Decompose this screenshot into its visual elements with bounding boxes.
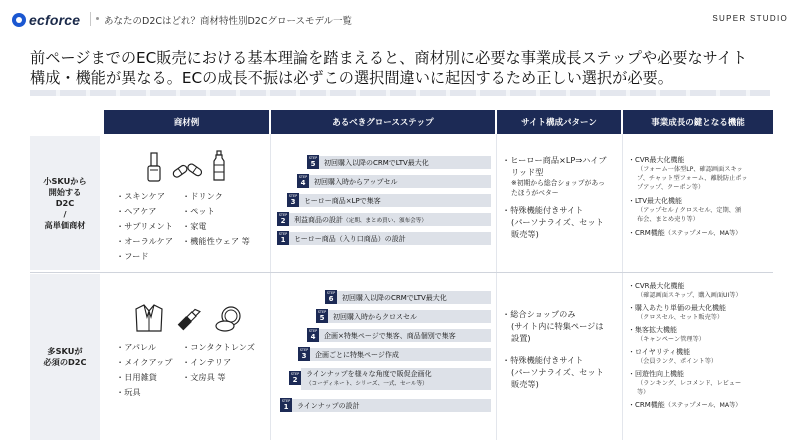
pills-icon <box>172 160 202 182</box>
product-icons-row1 <box>146 150 226 182</box>
bottle-icon <box>212 150 226 182</box>
growth-model-table <box>30 110 773 440</box>
growth-step-5 <box>319 156 491 169</box>
jacket-icon <box>134 303 164 333</box>
ecforce-logo[interactable] <box>12 11 80 29</box>
product-list-row1-left <box>116 189 173 264</box>
headline-line-2: 構成・機能が異なる。ECの成長不振は必ずこの選択間違いに起因するため正しい選択が必要。 <box>30 69 673 87</box>
site-pattern-row1: ・ ヒーロー商品×LP⇒ハイブ リッド型 ※初期から総合ショップがあっ たほうがベター ・ 特殊機能付きサイト (パーソナライズ、セット 販売等) <box>502 154 620 240</box>
step-text: 初回購入以降のCRMでLTV最大化 <box>342 293 447 302</box>
step-badge: STEP 5 <box>317 310 327 322</box>
step-text: ラインナップを様々な角度で販促企画化 （コーディネート、シリーズ、一式、セール等） <box>306 370 432 387</box>
bullet-icon <box>96 17 99 20</box>
site-pattern-row2: ・ 総合ショップのみ (サイト内に特集ページは 設置) ・ 特殊機能付きサイト (パーソナライズ、セット 販売等) <box>502 308 620 390</box>
column-divider <box>496 134 497 440</box>
list-item: ・ 機能性ウェア 等 <box>182 234 250 249</box>
growth-step-4 <box>319 329 491 342</box>
row-label-small-sku: 小SKUから 開始する D2C / 高単価商材 <box>30 136 100 270</box>
step-badge: STEP 6 <box>326 291 336 303</box>
list-item: ・ コンタクトレンズ <box>182 340 255 355</box>
nail-polish-icon <box>146 152 162 182</box>
step-text: 利益商品の設計（定期、まとめ買い、頒布会等） <box>294 215 427 224</box>
growth-step-6 <box>337 291 491 304</box>
step-text: 企画ごとに特集ページ作成 <box>315 350 399 359</box>
column-divider <box>622 134 623 440</box>
list-item: ・ 日用雑貨 <box>116 370 172 385</box>
product-list-row2-right <box>182 340 255 385</box>
list-item: ・ サプリメント <box>116 219 173 234</box>
row-label-multi-sku: 多SKUが 必須のD2C <box>30 274 100 440</box>
growth-step-2 <box>289 213 491 226</box>
growth-step-4 <box>309 175 491 188</box>
step-text: ヒーロー商品×LPで集客 <box>304 196 381 205</box>
list-item: ・ ヘアケア <box>116 204 173 219</box>
product-list-row1-right <box>182 189 250 249</box>
list-item: ・ アパレル <box>116 340 172 355</box>
list-item: ・ メイクアップ <box>116 355 172 370</box>
list-item: ・ オーラルケア <box>116 234 173 249</box>
logo-text: ecforce <box>29 12 81 28</box>
list-item: ・ 玩具 <box>116 385 172 400</box>
step-badge: STEP 4 <box>298 175 308 187</box>
column-header-key-features: 事業成長の鍵となる機能 <box>623 110 773 134</box>
growth-step-1 <box>289 232 491 245</box>
list-item: ・ フード <box>116 249 173 264</box>
list-item: ・ インテリア <box>182 355 255 370</box>
step-badge: STEP 4 <box>308 329 318 341</box>
step-badge: STEP 1 <box>281 399 291 411</box>
list-item: ・ ペット <box>182 204 250 219</box>
key-features-row2: ・ CVR最大化機能 （確認画面スキップ、購入画面UI等） ・ 購入あたり単価の最大化機能 （クロスセル、セット販売等） ・ 集客拡大機能 （キャンペーン管理等） ・ ロイヤリティ機能 （会員ランク、ポイント等） ・ 回遊性向上機能 （ランキング、レコメンド、レビュー 等） ・ CRM機能（ステップメール、MA等） <box>628 281 773 411</box>
growth-step-3 <box>299 194 491 207</box>
breadcrumb: あなたのD2Cはどれ？商材特性別D2Cグロースモデル一覧 <box>104 16 353 27</box>
growth-step-2 <box>301 368 491 390</box>
step-text: 企画×特集ページで集客、商品個別で集客 <box>324 331 456 340</box>
column-header-site-pattern: サイト構成パターン <box>497 110 621 134</box>
step-text: 初回購入時からアップセル <box>314 177 398 186</box>
divider <box>90 12 91 26</box>
step-text: ラインナップの設計 <box>297 401 360 410</box>
step-badge: STEP 3 <box>299 348 309 360</box>
product-list-row2-left <box>116 340 172 400</box>
header-bar <box>0 0 800 38</box>
headline-line-1: 前ページまでのEC販売における基本理論を踏まえると、商材別に必要な事業成長ステップや必要なサイト <box>30 49 748 67</box>
step-badge: STEP 5 <box>308 156 318 168</box>
growth-step-5 <box>328 310 491 323</box>
blurred-subtext <box>30 90 770 96</box>
lipstick-icon <box>176 305 202 333</box>
logo-mark-icon <box>12 13 26 27</box>
step-badge: STEP 3 <box>288 194 298 206</box>
step-badge: STEP 2 <box>278 213 288 225</box>
step-text: ヒーロー商品（入り口商品）の設計 <box>294 234 406 243</box>
page-headline <box>30 48 790 88</box>
step-badge: STEP 2 <box>290 372 300 384</box>
column-header-products: 商材例 <box>104 110 269 134</box>
brand-name: SUPER STUDIO <box>712 14 788 23</box>
compact-mirror-icon <box>214 305 244 333</box>
growth-step-3 <box>310 348 491 361</box>
key-features-row1: ・ CVR最大化機能 （フォーム一体型LP、確認画面スキッ プ、チャット型フォーム、離脱防止ポッ プアップ、クーポン等） ・ LTV最大化機能 （アップセル / クロスセル、定期、頒 布会、まとめ売り等） ・ CRM機能（ステップメール、MA等） <box>628 155 773 239</box>
list-item: ・ 文房具 等 <box>182 370 255 385</box>
column-divider <box>270 134 271 440</box>
column-header-growth-steps: あるべきグロースステップ <box>271 110 495 134</box>
list-item: ・ スキンケア <box>116 189 173 204</box>
list-item: ・ ドリンク <box>182 189 250 204</box>
growth-step-1 <box>292 399 491 412</box>
row-divider <box>30 272 773 273</box>
step-badge: STEP 1 <box>278 232 288 244</box>
list-item: ・ 家電 <box>182 219 250 234</box>
step-text: 初回購入以降のCRMでLTV最大化 <box>324 158 429 167</box>
product-icons-row2 <box>134 303 244 333</box>
step-text: 初回購入時からクロスセル <box>333 312 417 321</box>
